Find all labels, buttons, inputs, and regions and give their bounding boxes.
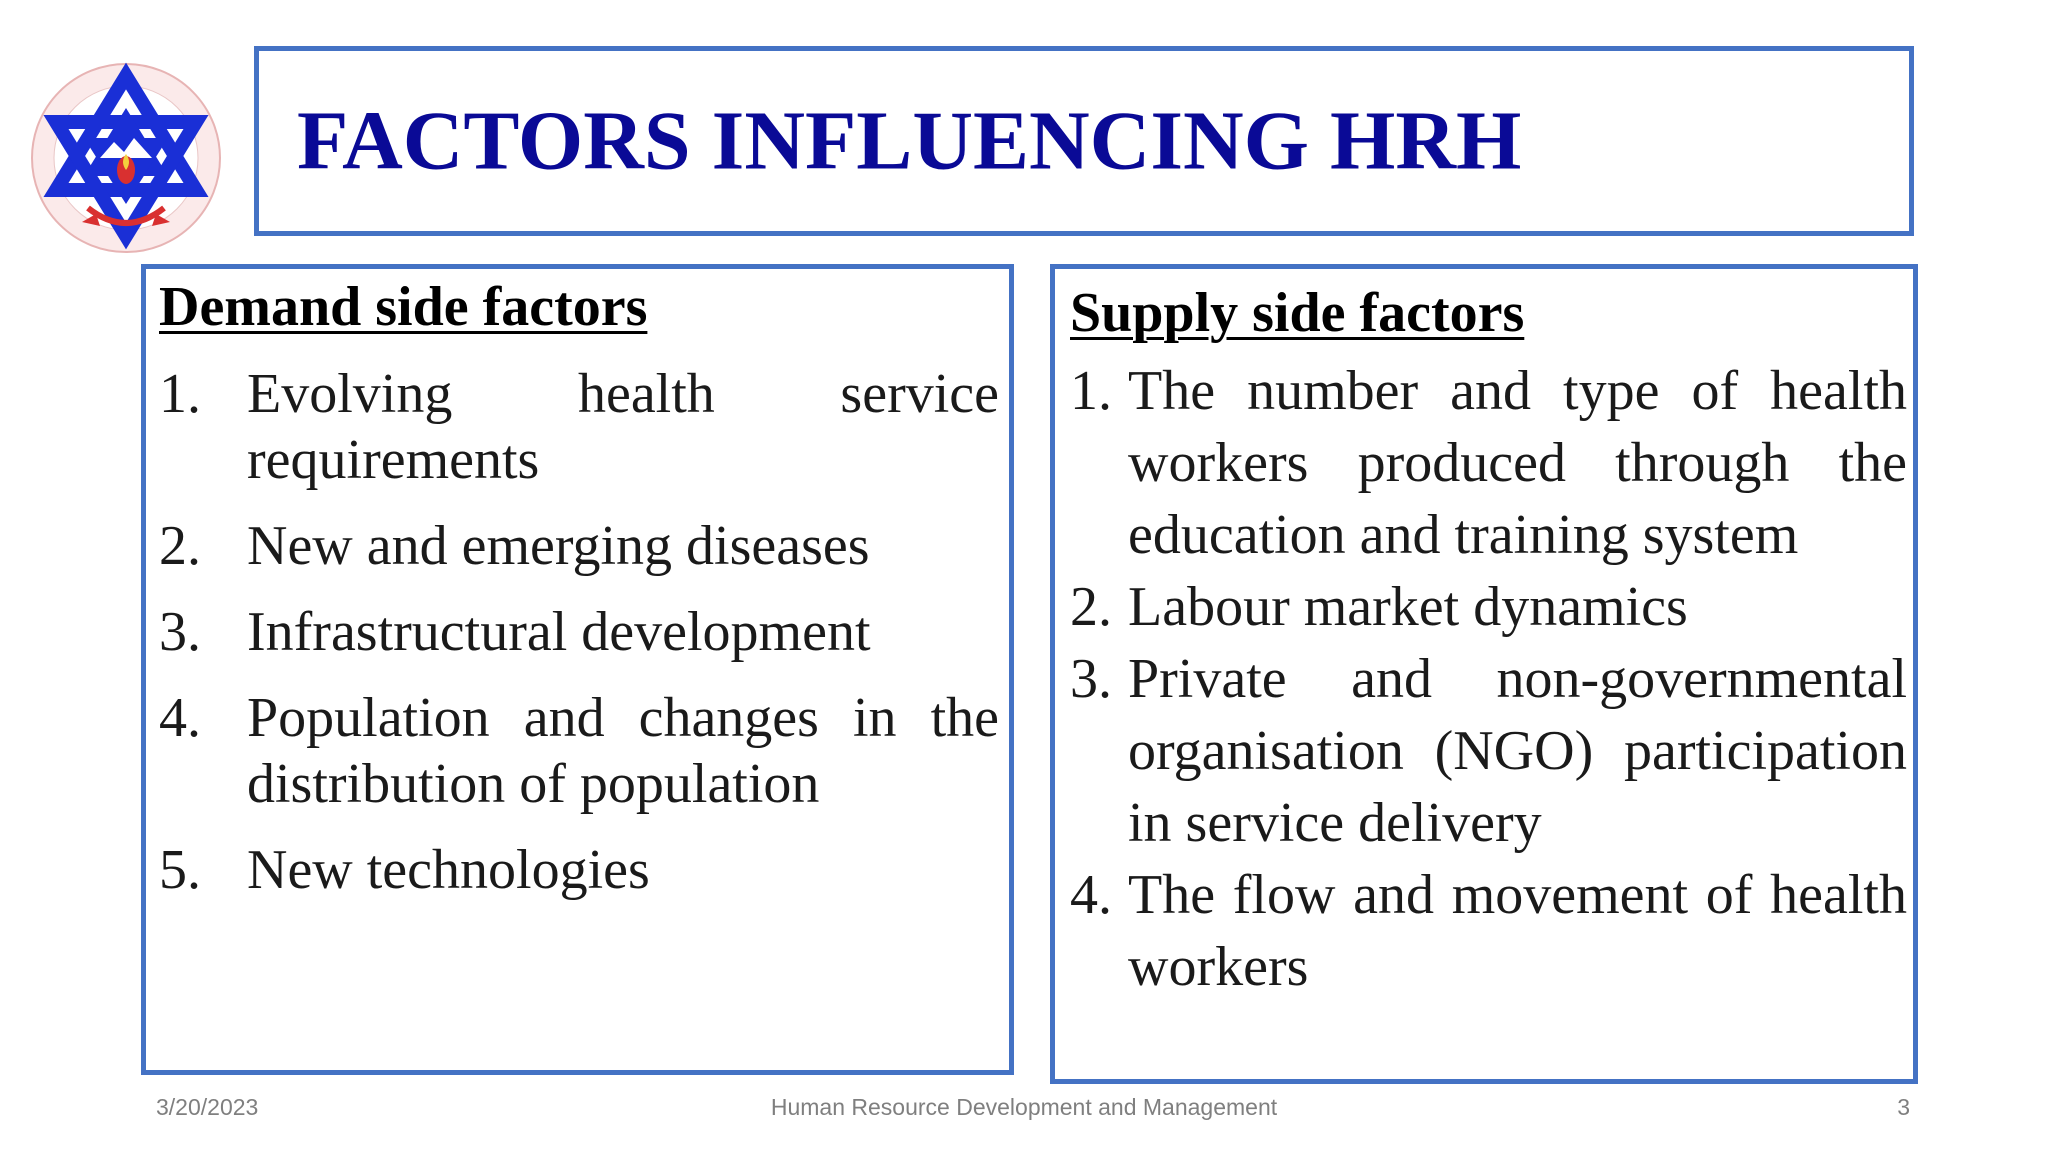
list-item-number: 3. xyxy=(1070,648,1112,710)
list-item-number: 2. xyxy=(159,515,201,577)
title-box xyxy=(254,46,1914,236)
list-item-text: Infrastructural development xyxy=(247,601,871,663)
list-item xyxy=(1070,643,1907,859)
list-item-text: New technologies xyxy=(247,839,650,901)
list-item xyxy=(159,685,999,817)
page-number: 3 xyxy=(1897,1094,1910,1120)
supply-panel xyxy=(1050,264,1918,1084)
list-item-text: Labour market dynamics xyxy=(1128,576,1688,638)
list-item-text: Private and non-governmental organisation (NGO) participation in service delivery xyxy=(1128,648,1907,854)
list-item xyxy=(159,837,999,903)
list-item-number: 1. xyxy=(1070,360,1112,422)
list-item xyxy=(159,513,999,579)
supply-list xyxy=(1070,355,1907,1003)
list-item-text: The number and type of health workers produced through the education and training system xyxy=(1128,360,1907,566)
list-item-text: Population and changes in the distribution of population xyxy=(247,687,999,815)
list-item-number: 1. xyxy=(159,363,201,425)
footer-date: 3/20/2023 xyxy=(156,1094,259,1120)
list-item xyxy=(159,599,999,665)
list-item-number: 5. xyxy=(159,839,201,901)
list-item xyxy=(1070,355,1907,571)
list-item-number: 4. xyxy=(1070,864,1112,926)
demand-list xyxy=(159,361,999,923)
list-item-text: The flow and movement of health workers xyxy=(1128,864,1907,998)
list-item-number: 4. xyxy=(159,687,201,749)
list-item-number: 3. xyxy=(159,601,201,663)
list-item-text: New and emerging diseases xyxy=(247,515,870,577)
list-item xyxy=(1070,859,1907,1003)
list-item-number: 2. xyxy=(1070,576,1112,638)
supply-heading: Supply side factors xyxy=(1070,282,1525,344)
slide-title: FACTORS INFLUENCING HRH xyxy=(297,94,1522,188)
demand-panel xyxy=(141,264,1014,1075)
university-emblem-icon xyxy=(26,58,226,258)
list-item xyxy=(159,361,999,493)
demand-heading: Demand side factors xyxy=(159,276,648,338)
list-item xyxy=(1070,571,1907,643)
list-item-text: Evolving health service requirements xyxy=(247,363,999,491)
footer-title: Human Resource Development and Management xyxy=(770,1094,1278,1120)
